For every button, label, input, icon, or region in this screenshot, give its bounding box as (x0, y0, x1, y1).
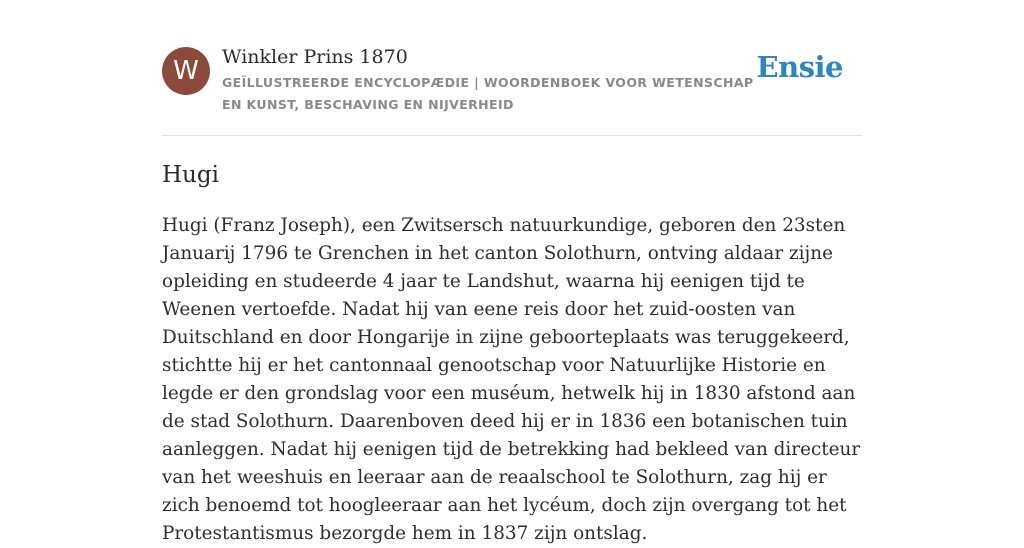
entry-body: Hugi (Franz Joseph), een Zwitsersch natuurkundige, geboren den 23sten Januarij 1796 te Grenchen in het canton Solothurn, ontving aldaar zijne opleiding en studeerde 4 jaar te Landshut, waarna hij eenigen tijd te Weenen vertoefde. Nadat hij van eene reis door het zuid-oosten van Duitschland en door Hongarije in zijne geboorteplaats was teruggekeerd, stichtte hij er het cantonnaal genootschap voor Natuurlijke Historie en legde er den grondslag voor een muséum, hetwelk hij in 1830 afstond aan de stad Solothurn. Daarenboven deed hij er in 1836 een botanischen tuin aanleggen. Nadat hij eenigen tijd de betrekking had bekleed van directeur van het weeshuis en leeraar aan de reaalschool te Solothurn, zag hij er zich benoemd tot hoogleeraar aan het lycéum, doch zijn overgang tot het Protestantismus bezorgde hem in 1837 zijn ontslag. (162, 215, 861, 544)
entry-title: Hugi (162, 162, 219, 188)
source-subtitle: GEÏLLUSTREERDE ENCYCLOPÆDIE | WOORDENBOEK VOOR WETENSCHAP EN KUNST, BESCHAVING EN NIJVERHEID (222, 75, 754, 112)
page (162, 0, 862, 544)
source-title-link[interactable]: Winkler Prins 1870 (222, 46, 408, 68)
source-info (222, 44, 762, 116)
ensie-logo-link[interactable]: Ensie (756, 50, 843, 84)
source-avatar[interactable]: W (162, 47, 210, 95)
source-header (162, 0, 862, 136)
